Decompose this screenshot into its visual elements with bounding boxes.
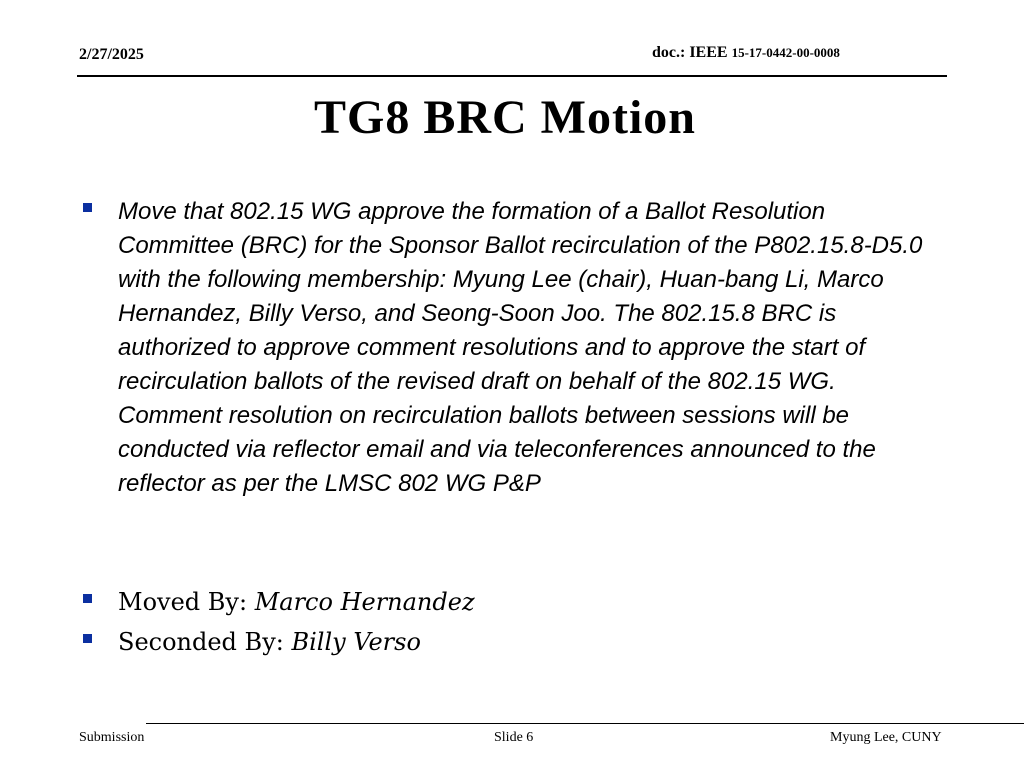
square-bullet-icon — [83, 594, 92, 603]
header-divider — [77, 75, 947, 77]
header-doc-id — [652, 43, 840, 63]
footer-divider — [146, 723, 1024, 724]
seconded-by-label: Seconded By: — [118, 628, 292, 656]
header-doc-number: 15-17-0442-00-0008 — [731, 45, 840, 60]
motion-participants — [80, 582, 940, 662]
header-date: 2/27/2025 — [79, 46, 144, 63]
motion-section — [80, 195, 940, 501]
seconded-by-name: Billy Verso — [291, 628, 421, 656]
footer-submission: Submission — [79, 730, 145, 745]
footer-slide-number: Slide 6 — [494, 730, 534, 745]
moved-by-label: Moved By: — [118, 588, 255, 616]
slide-title: TG8 BRC Motion — [313, 91, 696, 144]
moved-by-name: Marco Hernandez — [254, 588, 475, 616]
footer-author: Myung Lee, CUNY — [830, 730, 942, 745]
square-bullet-icon — [83, 634, 92, 643]
motion-bullet-item — [80, 195, 940, 501]
moved-by-item — [80, 582, 940, 622]
header-doc-prefix: doc.: IEEE — [652, 44, 732, 61]
square-bullet-icon — [83, 203, 92, 212]
seconded-by-item — [80, 622, 940, 662]
motion-text: Move that 802.15 WG approve the formation of a Ballot Resolution Committee (BRC) for the Sponsor Ballot recirculation of the P802.15.8-D5.0 with the following membership: Myung Lee (chair), Huan-bang Li, Marco Hernandez, Billy Verso, and Seong-Soon Joo. The 802.15.8 BRC is authorized to approve comment resolutions and to approve the start of recirculation ballots of the revised draft on behalf of the 802.15 WG. Comment resolution on recirculation ballots between sessions will be conducted via reflector email and via teleconferences announced to the reflector as per the LMSC 802 WG P&P — [118, 198, 923, 497]
